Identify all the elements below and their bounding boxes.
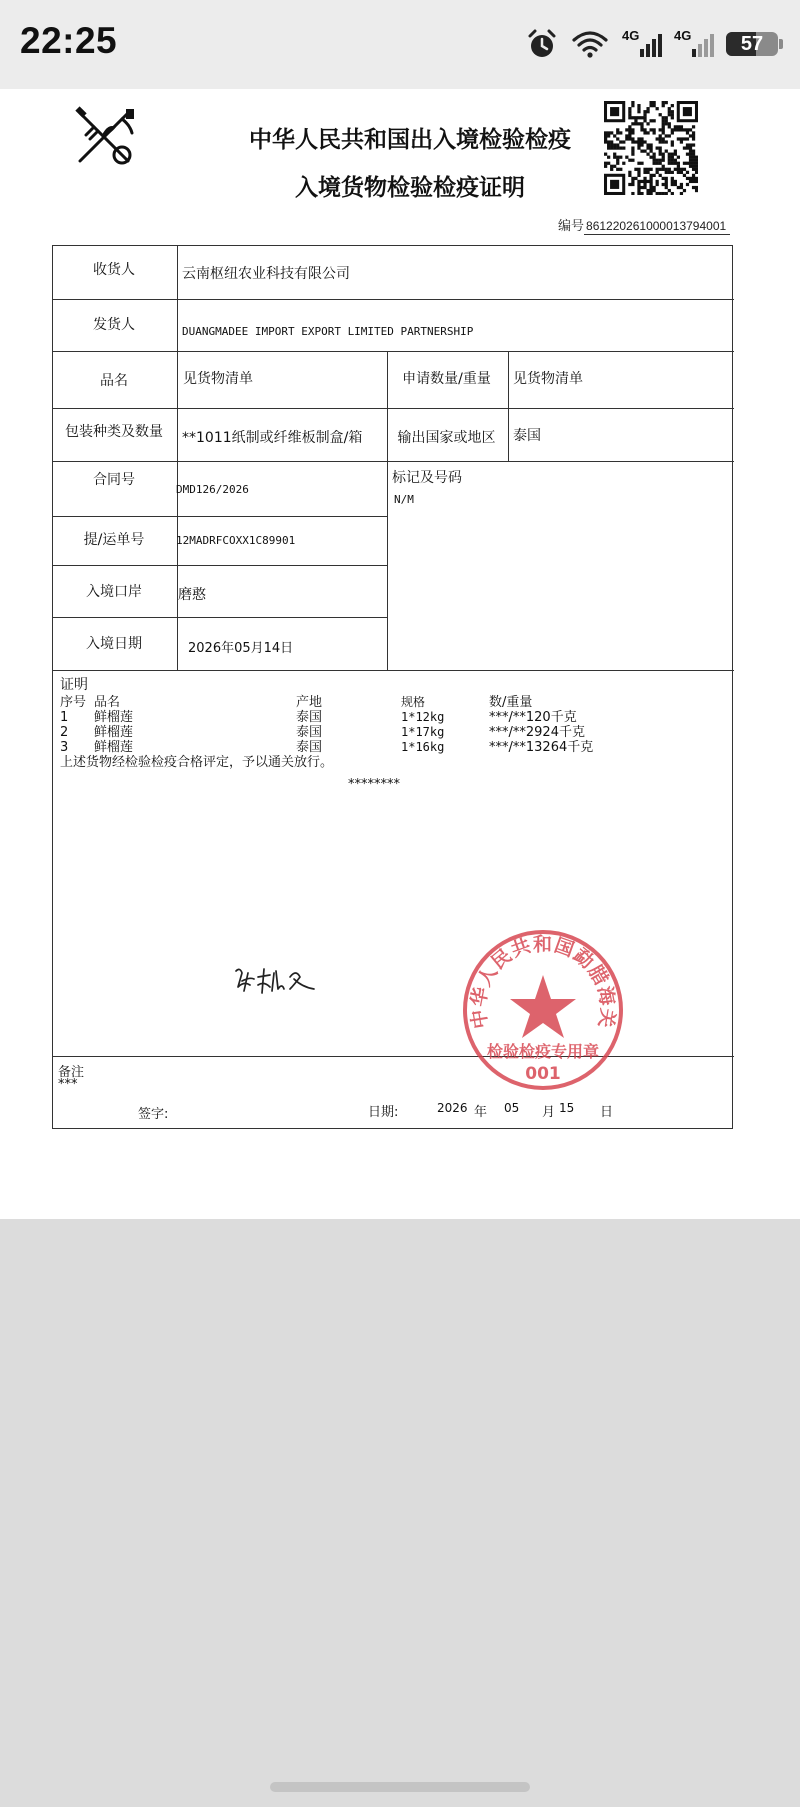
consignor-value: DUANGMADEE IMPORT EXPORT LIMITED PARTNERSHIP xyxy=(182,325,474,338)
consignee-value: 云南枢纽农业科技有限公司 xyxy=(182,266,350,282)
home-indicator[interactable] xyxy=(270,1782,530,1792)
document-title-line1: 中华人民共和国出入境检验检疫 xyxy=(249,126,571,153)
list-item: 3 鲜榴莲 泰国 1*16kg ***/**13264千克 xyxy=(60,740,594,755)
document-title-line2: 入境货物检验检疫证明 xyxy=(295,174,525,201)
remarks-label: 备注 xyxy=(58,1065,85,1080)
packaging-value: **1011纸制或纤维板制盒/箱 xyxy=(182,430,363,446)
date-month-unit: 月 xyxy=(542,1105,556,1120)
entry-date-label: 入境日期 xyxy=(86,636,142,652)
date-year-unit: 年 xyxy=(474,1105,488,1120)
signal-icon: 4G xyxy=(674,28,714,60)
marks-label: 标记及号码 xyxy=(392,470,462,486)
contract-label: 合同号 xyxy=(93,472,135,488)
status-icons xyxy=(526,26,778,62)
certification-list xyxy=(60,695,710,770)
svg-text:001: 001 xyxy=(525,1064,561,1084)
bill-label: 提/运单号 xyxy=(83,532,145,548)
status-bar xyxy=(0,0,800,89)
port-value: 磨憨 xyxy=(178,587,206,603)
origin-country-label: 输出国家或地区 xyxy=(397,430,496,446)
consignee-label: 收货人 xyxy=(93,262,135,278)
date-year: 2026 xyxy=(437,1101,468,1115)
quantity-label: 申请数量/重量 xyxy=(402,371,491,387)
date-label: 日期: xyxy=(368,1105,399,1120)
goods-name-value: 见货物清单 xyxy=(183,371,253,387)
wifi-icon xyxy=(570,28,610,60)
signal-icon: 4G xyxy=(622,28,662,60)
date-day-unit: 日 xyxy=(600,1105,614,1120)
official-seal-stamp xyxy=(460,927,626,1093)
qr-code[interactable] xyxy=(604,101,698,195)
list-item: 1 鲜榴莲 泰国 1*12kg ***/**120千克 xyxy=(60,710,577,725)
certification-header: 序号 品名 产地 规格 数/重量 xyxy=(60,695,533,710)
certification-label: 证明 xyxy=(60,677,88,693)
date-month: 05 xyxy=(504,1101,520,1115)
goods-name-label: 品名 xyxy=(100,373,128,389)
consignor-label: 发货人 xyxy=(93,317,135,333)
list-item: 2 鲜榴莲 泰国 1*17kg ***/**2924千克 xyxy=(60,725,585,740)
svg-text:检验检疫专用章: 检验检疫专用章 xyxy=(486,1042,600,1061)
customs-emblem-icon xyxy=(72,105,142,169)
alarm-icon xyxy=(526,28,558,60)
packaging-label: 包装种类及数量 xyxy=(65,424,163,440)
serial-number xyxy=(558,215,730,235)
port-label: 入境口岸 xyxy=(86,584,142,600)
svg-text:中华人民共和国勐腊海关: 中华人民共和国勐腊海关 xyxy=(467,933,619,1031)
certification-stars: ******** xyxy=(348,777,400,792)
quantity-value: 见货物清单 xyxy=(513,371,583,387)
date-day: 15 xyxy=(559,1101,575,1115)
origin-country-value: 泰国 xyxy=(513,428,541,444)
handwritten-signature xyxy=(230,963,322,997)
signature-label: 签字: xyxy=(138,1107,169,1122)
certification-conclusion: 上述货物经检验检疫合格评定，予以通关放行。 xyxy=(60,755,334,770)
entry-date-value: 2026年05月14日 xyxy=(188,641,294,656)
battery-icon: 57 xyxy=(726,32,778,56)
certificate-document xyxy=(0,89,800,1219)
contract-value: DMD126/2026 xyxy=(176,483,249,496)
marks-value: N/M xyxy=(394,493,414,506)
status-time: 22:25 xyxy=(20,20,118,61)
bill-value: 12MADRFCOXX1C89901 xyxy=(176,534,296,547)
remarks-value: *** xyxy=(58,1077,78,1092)
serial-value: 861220261000013794001 xyxy=(584,219,730,235)
serial-label: 编号 xyxy=(558,219,585,234)
